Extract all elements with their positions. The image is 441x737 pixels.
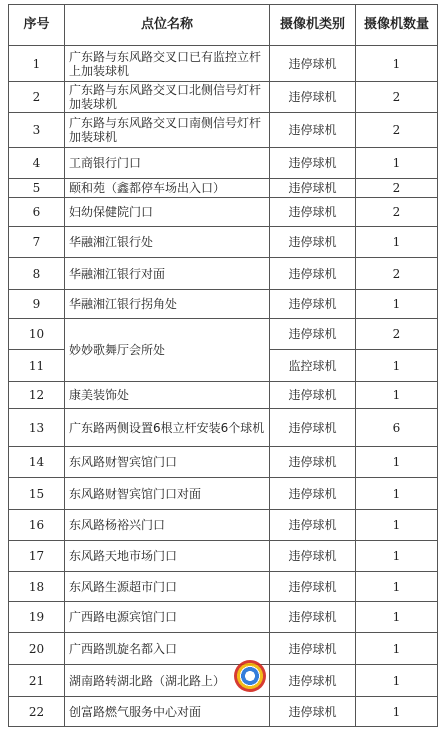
row-name: 东风路财智宾馆门口: [65, 447, 270, 478]
table-row: [9, 602, 438, 633]
table-row: [9, 633, 438, 665]
row-count: 2: [356, 198, 438, 227]
row-type: 违停球机: [270, 633, 356, 665]
row-no: 22: [9, 697, 65, 727]
row-count: 1: [356, 697, 438, 727]
row-no: 13: [9, 409, 65, 447]
row-type: 违停球机: [270, 541, 356, 572]
row-name: 广东路两侧设置6根立杆安装6个球机: [65, 409, 270, 447]
row-no: 10: [9, 319, 65, 350]
row-name: 康美装饰处: [65, 382, 270, 409]
table-row: [9, 148, 438, 179]
row-count: 1: [356, 290, 438, 319]
header-count: 摄像机数量: [356, 5, 438, 46]
row-name: 创富路燃气服务中心对面: [65, 697, 270, 727]
row-count: 6: [356, 409, 438, 447]
row-type: 违停球机: [270, 382, 356, 409]
row-type: 违停球机: [270, 319, 356, 350]
row-no: 21: [9, 665, 65, 697]
row-type: 违停球机: [270, 113, 356, 148]
row-type: 违停球机: [270, 179, 356, 198]
row-count: 1: [356, 227, 438, 258]
row-name: 颐和苑（鑫都停车场出入口）: [65, 179, 270, 198]
header-type: 摄像机类别: [270, 5, 356, 46]
row-type: 违停球机: [270, 148, 356, 179]
table-row: [9, 198, 438, 227]
row-type: 违停球机: [270, 82, 356, 113]
row-name: 东风路生源超市门口: [65, 572, 270, 602]
row-count: 2: [356, 113, 438, 148]
row-count: 1: [356, 350, 438, 382]
row-no: 17: [9, 541, 65, 572]
row-no: 16: [9, 510, 65, 541]
row-no: 15: [9, 478, 65, 510]
camera-points-table: [8, 4, 438, 727]
table-header-row: [9, 5, 438, 46]
row-type: 监控球机: [270, 350, 356, 382]
row-no: 19: [9, 602, 65, 633]
row-name: 广西路凯旋名都入口: [65, 633, 270, 665]
row-no: 12: [9, 382, 65, 409]
row-count: 1: [356, 665, 438, 697]
row-count: 1: [356, 602, 438, 633]
row-count: 1: [356, 572, 438, 602]
table-row: [9, 258, 438, 290]
row-no: 3: [9, 113, 65, 148]
row-count: 1: [356, 541, 438, 572]
row-count: 1: [356, 510, 438, 541]
row-type: 违停球机: [270, 572, 356, 602]
row-no: 2: [9, 82, 65, 113]
row-name: 广东路与东风路交叉口北侧信号灯杆加装球机: [65, 82, 270, 113]
row-no: 8: [9, 258, 65, 290]
circular-logo-icon: [234, 660, 266, 692]
row-no: 4: [9, 148, 65, 179]
row-type: 违停球机: [270, 697, 356, 727]
row-name: 工商银行门口: [65, 148, 270, 179]
row-count: 2: [356, 319, 438, 350]
row-name: 湖南路转湖北路（湖北路上）: [65, 665, 270, 697]
row-name: 妙妙歌舞厅会所处: [65, 319, 270, 382]
row-name: 华融湘江银行对面: [65, 258, 270, 290]
table-row: [9, 478, 438, 510]
row-type: 违停球机: [270, 46, 356, 82]
row-type: 违停球机: [270, 227, 356, 258]
header-name: 点位名称: [65, 5, 270, 46]
row-count: 1: [356, 633, 438, 665]
table-row: [9, 572, 438, 602]
row-name: 华融湘江银行处: [65, 227, 270, 258]
row-type: 违停球机: [270, 258, 356, 290]
row-no: 20: [9, 633, 65, 665]
table-row: [9, 319, 438, 350]
table-row: [9, 179, 438, 198]
table-row: [9, 227, 438, 258]
table-row: [9, 697, 438, 727]
header-no: 序号: [9, 5, 65, 46]
row-type: 违停球机: [270, 290, 356, 319]
table-row: [9, 82, 438, 113]
table-row: [9, 665, 438, 697]
row-type: 违停球机: [270, 198, 356, 227]
row-type: 违停球机: [270, 510, 356, 541]
row-no: 9: [9, 290, 65, 319]
row-type: 违停球机: [270, 602, 356, 633]
row-no: 11: [9, 350, 65, 382]
row-count: 1: [356, 148, 438, 179]
row-name: 华融湘江银行拐角处: [65, 290, 270, 319]
row-type: 违停球机: [270, 447, 356, 478]
row-count: 2: [356, 258, 438, 290]
row-no: 7: [9, 227, 65, 258]
row-count: 1: [356, 447, 438, 478]
row-name: 东风路财智宾馆门口对面: [65, 478, 270, 510]
row-no: 18: [9, 572, 65, 602]
row-name: 广东路与东风路交叉口已有监控立杆上加装球机: [65, 46, 270, 82]
row-count: 1: [356, 478, 438, 510]
row-no: 14: [9, 447, 65, 478]
row-name: 广西路电源宾馆门口: [65, 602, 270, 633]
row-count: 1: [356, 46, 438, 82]
row-count: 1: [356, 382, 438, 409]
table-row: [9, 290, 438, 319]
table-row: [9, 113, 438, 148]
table-row: [9, 541, 438, 572]
row-no: 1: [9, 46, 65, 82]
row-type: 违停球机: [270, 665, 356, 697]
row-count: 2: [356, 179, 438, 198]
table-row: [9, 46, 438, 82]
row-name: 妇幼保健院门口: [65, 198, 270, 227]
row-no: 6: [9, 198, 65, 227]
row-count: 2: [356, 82, 438, 113]
table-row: [9, 510, 438, 541]
row-name: 广东路与东风路交叉口南侧信号灯杆加装球机: [65, 113, 270, 148]
row-name: 东风路天地市场门口: [65, 541, 270, 572]
row-type: 违停球机: [270, 478, 356, 510]
row-type: 违停球机: [270, 409, 356, 447]
table-row: [9, 382, 438, 409]
table-row: [9, 409, 438, 447]
row-no: 5: [9, 179, 65, 198]
row-name: 东风路杨裕兴门口: [65, 510, 270, 541]
table-row: [9, 447, 438, 478]
